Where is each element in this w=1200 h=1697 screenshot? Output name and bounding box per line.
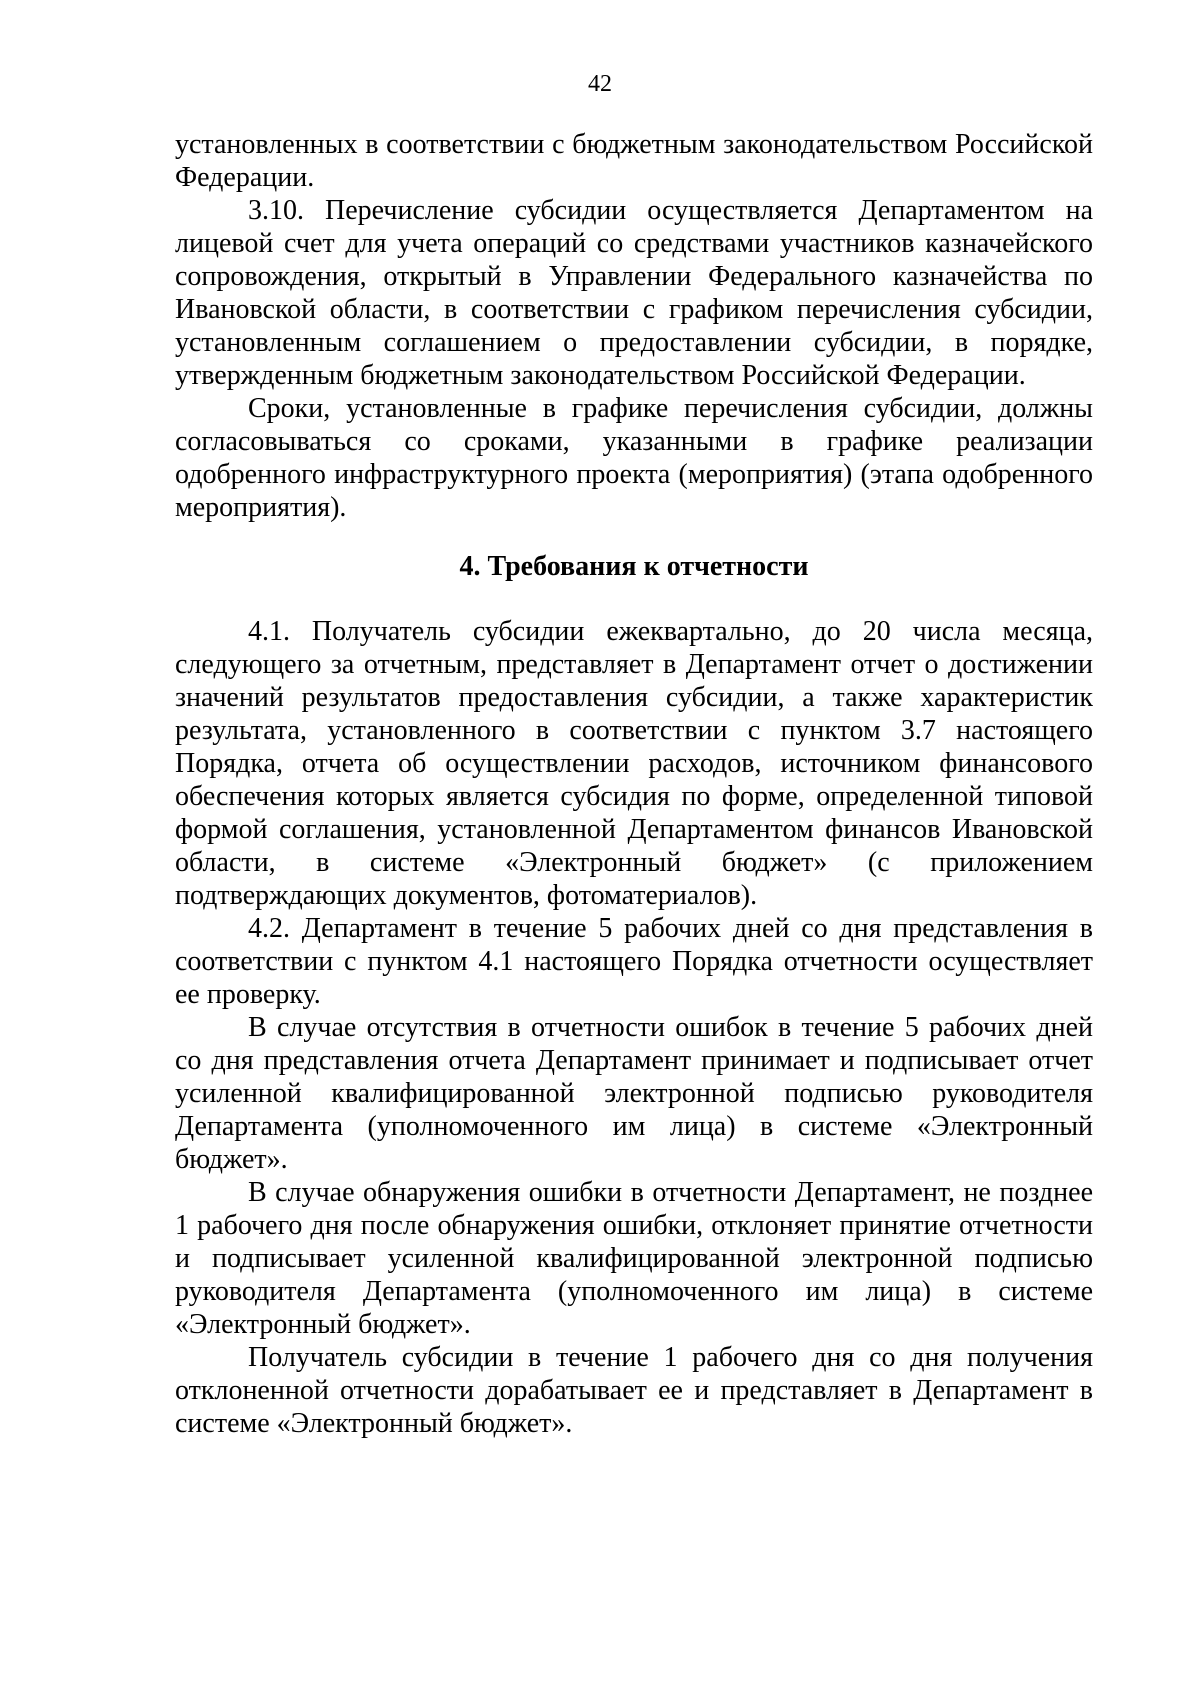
paragraph-4-2: 4.2. Департамент в течение 5 рабочих дней со дня представления в соответствии с пунктом 4.1 настоящего Порядка отчетности осуществляет ее проверку. bbox=[175, 913, 1093, 1010]
paragraph-errors-found: В случае обнаружения ошибки в отчетности Департамент, не позднее 1 рабочего дня после обнаружения ошибки, отклоняет принятие отчетности и подписывает усиленной квалифицированной электронной подписью руководителя Департамента (уполномоченного им лица) в системе «Электронный бюджет». bbox=[175, 1177, 1093, 1340]
paragraph-rework: Получатель субсидии в течение 1 рабочего дня со дня получения отклоненной отчетности дорабатывает ее и представляет в Департамент в системе «Электронный бюджет». bbox=[175, 1342, 1093, 1439]
paragraph-continuation: установленных в соответствии с бюджетным законодательством Российской Федерации. bbox=[175, 129, 1093, 193]
section-heading: 4. Требования к отчетности bbox=[459, 551, 809, 582]
document-body bbox=[175, 128, 1093, 1440]
paragraph-no-errors: В случае отсутствия в отчетности ошибок в течение 5 рабочих дней со дня представления отчета Департамент принимает и подписывает отчет усиленной квалифицированной электронной подписью руководителя Департамента (уполномоченного им лица) в системе «Электронный бюджет». bbox=[175, 1012, 1093, 1175]
page-number: 42 bbox=[588, 71, 612, 97]
paragraph-3-10: 3.10. Перечисление субсидии осуществляется Департаментом на лицевой счет для учета операций со средствами участников казначейского сопровождения, открытый в Управлении Федерального казначейства по Ивановской области, в соответствии с графиком перечисления субсидии, установленным соглашением о предоставлении субсидии, в порядке, утвержденным бюджетным законодательством Российской Федерации. bbox=[175, 195, 1093, 391]
paragraph-terms: Сроки, установленные в графике перечисления субсидии, должны согласовываться со сроками, указанными в графике реализации одобренного инфраструктурного проекта (мероприятия) (этапа одобренного мероприятия). bbox=[175, 393, 1093, 523]
paragraph-4-1: 4.1. Получатель субсидии ежеквартально, до 20 числа месяца, следующего за отчетным, представляет в Департамент отчет о достижении значений результатов предоставления субсидии, а также характеристик результата, установленного в соответствии с пунктом 3.7 настоящего Порядка, отчета об осуществлении расходов, источником финансового обеспечения которых является субсидия по форме, определенной типовой формой соглашения, установленной Департаментом финансов Ивановской области, в системе «Электронный бюджет» (с приложением подтверждающих документов, фотоматериалов). bbox=[175, 616, 1093, 911]
